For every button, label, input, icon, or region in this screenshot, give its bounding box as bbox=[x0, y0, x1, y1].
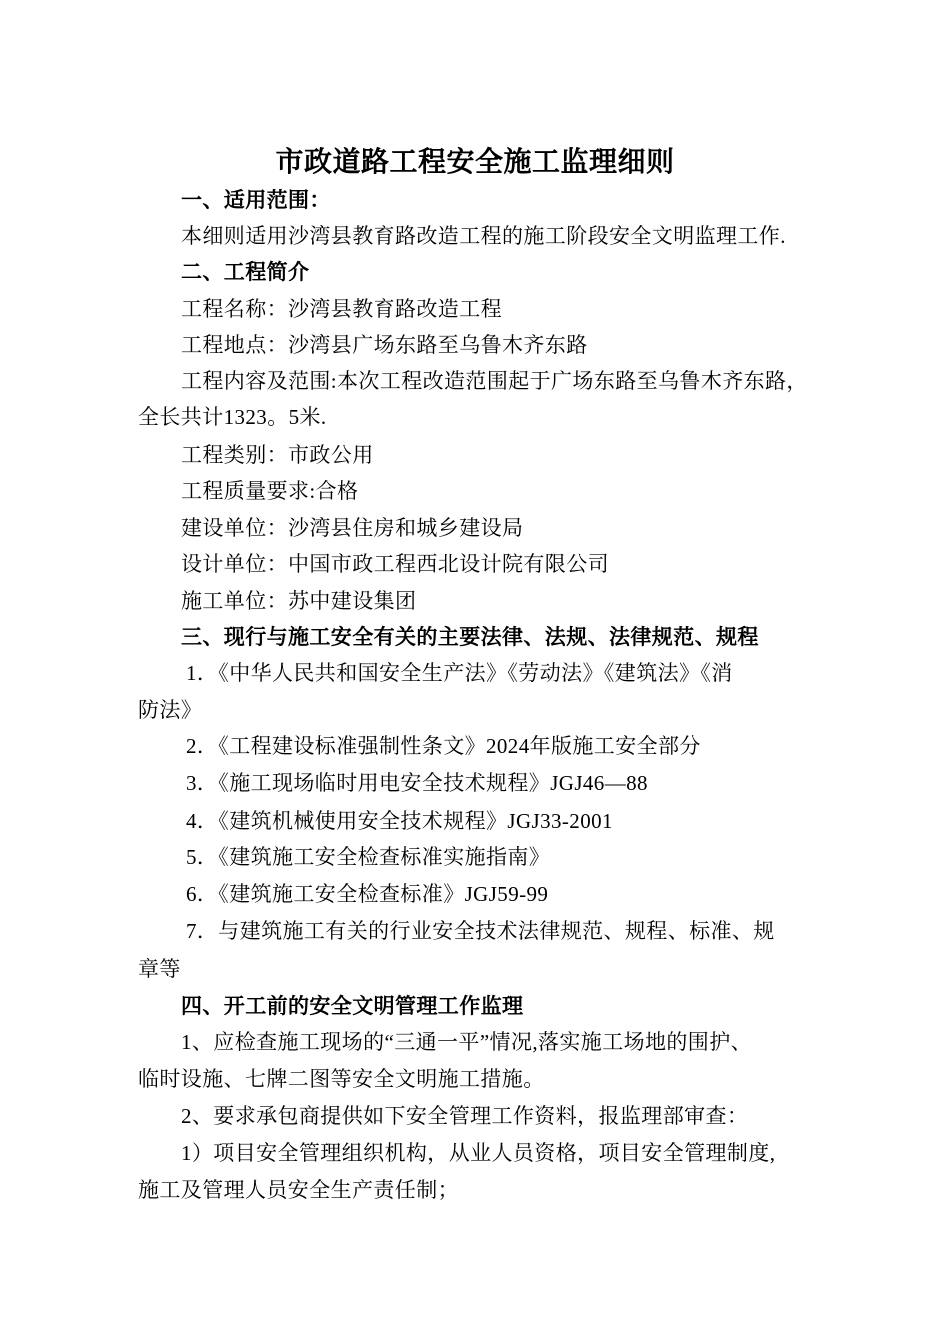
list-item: 7．与建筑施工有关的行业安全技术法律规范、规程、标准、规 bbox=[186, 919, 775, 943]
paragraph-line: 工程地点：沙湾县广场东路至乌鲁木齐东路 bbox=[181, 333, 588, 357]
list-item-continuation: 防法》 bbox=[138, 698, 203, 722]
section-heading: 二、工程简介 bbox=[181, 260, 310, 284]
list-item: 3．《施工现场临时用电安全技术规程》JGJ46—88 bbox=[186, 771, 648, 795]
list-item: 5．《建筑施工安全检查标准实施指南》 bbox=[186, 845, 551, 869]
paragraph-line: 全长共计1323。5米. bbox=[138, 405, 327, 429]
paragraph-line: 工程名称：沙湾县教育路改造工程 bbox=[181, 297, 502, 321]
document-title: 市政道路工程安全施工监理细则 bbox=[275, 147, 675, 178]
paragraph-line: 工程质量要求:合格 bbox=[181, 479, 359, 503]
section-heading: 三、现行与施工安全有关的主要法律、法规、法律规范、规程 bbox=[181, 625, 759, 649]
list-item-continuation: 章等 bbox=[138, 957, 181, 981]
list-item: 6．《建筑施工安全检查标准》JGJ59-99 bbox=[186, 882, 549, 906]
paragraph-line: 本细则适用沙湾县教育路改造工程的施工阶段安全文明监理工作. bbox=[181, 224, 786, 248]
paragraph-line: 临时设施、七牌二图等安全文明施工措施。 bbox=[138, 1067, 545, 1091]
paragraph-line: 工程内容及范围:本次工程改造范围起于广场东路至乌鲁木齐东路， bbox=[181, 369, 808, 393]
paragraph-line: 施工单位：苏中建设集团 bbox=[181, 589, 417, 613]
paragraph-line: 2、要求承包商提供如下安全管理工作资料，报监理部审查： bbox=[181, 1104, 749, 1128]
paragraph-line: 1、应检查施工现场的“三通一平”情况,落实施工场地的围护、 bbox=[181, 1030, 752, 1054]
paragraph-line: 施工及管理人员安全生产责任制； bbox=[138, 1178, 459, 1202]
paragraph-line: 1）项目安全管理组织机构，从业人员资格，项目安全管理制度, bbox=[181, 1141, 776, 1165]
section-heading: 四、开工前的安全文明管理工作监理 bbox=[181, 994, 524, 1018]
paragraph-line: 工程类别：市政公用 bbox=[181, 443, 374, 467]
list-item: 4．《建筑机械使用安全技术规程》JGJ33-2001 bbox=[186, 809, 613, 833]
list-item: 2．《工程建设标准强制性条文》2024年版施工安全部分 bbox=[186, 734, 701, 758]
list-item: 1．《中华人民共和国安全生产法》《劳动法》《建筑法》《消 bbox=[186, 661, 733, 685]
paragraph-line: 建设单位：沙湾县住房和城乡建设局 bbox=[181, 516, 524, 540]
paragraph-line: 设计单位：中国市政工程西北设计院有限公司 bbox=[181, 552, 609, 576]
section-heading: 一、适用范围： bbox=[181, 188, 331, 212]
